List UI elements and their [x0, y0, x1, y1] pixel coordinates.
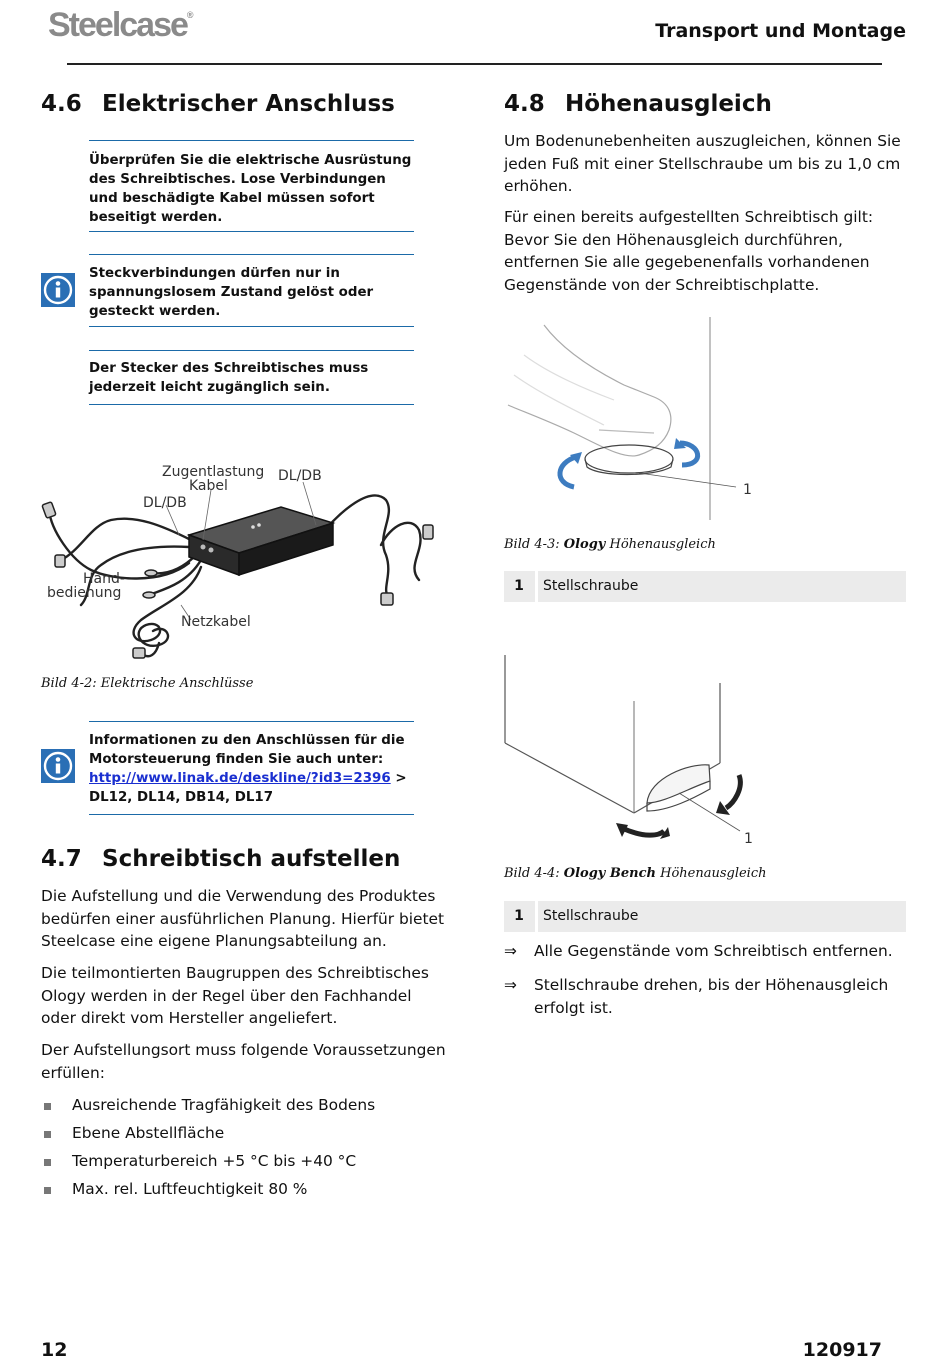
notice-plug-access: Der Stecker des Schreibtisches muss jederzeit leicht zugänglich sein. — [89, 350, 414, 405]
rotate-arrow-icon — [716, 775, 740, 815]
heading-4-6-title: Elektrischer Anschluss — [102, 91, 395, 117]
label-zugentlastung-line2: Kabel — [189, 478, 228, 494]
notice-connection-info — [89, 721, 414, 815]
caption-figure-4-3: Bild 4-3: Ology Höhenausgleich — [504, 537, 716, 552]
legend-separator — [535, 571, 538, 602]
rotate-arrow-icon — [674, 438, 698, 465]
requirements-list — [41, 1093, 375, 1205]
list-item: Temperaturbereich +5 °C bis +40 °C — [41, 1149, 375, 1177]
caption-figure-4-2: Bild 4-2: Elektrische Anschlüsse — [41, 676, 254, 691]
legend-separator — [535, 901, 538, 932]
figure-ology-bench-leveling — [504, 653, 764, 858]
label-handbedienung-line2: bedienung — [47, 585, 122, 601]
bullet-square-icon — [44, 1159, 51, 1166]
heading-4-8-number: 4.8 — [504, 91, 545, 117]
fig4-callout-1: 1 — [744, 831, 753, 847]
fig3-callout-1: 1 — [743, 482, 752, 498]
heading-4-6-number: 4.6 — [41, 91, 82, 117]
para-height-adjust-prep: Für einen bereits aufgestellten Schreibtisch gilt: Bevor Sie den Höhenausgleich durchführen, entfernen Sie alle gegebenenfalls vorhandenen Gegenstände von der Schreibtischplatte. — [504, 208, 874, 294]
notice-connection-models: DL12, DL14, DB14, DL17 — [89, 790, 274, 805]
label-handbedienung-line1: Hand- — [83, 571, 125, 587]
bullet-square-icon — [44, 1103, 51, 1110]
para-assembly-delivery: Die teilmontierten Baugruppen des Schreibtisches Ology werden in der Regel über den Fachhandel oder direkt vom Hersteller angeliefert. — [41, 964, 429, 1027]
legend-text: Stellschraube — [543, 908, 639, 924]
heading-4-6 — [41, 91, 395, 117]
list-item: Ausreichende Tragfähigkeit des Bodens — [41, 1093, 375, 1121]
notice-electrical-check: Überprüfen Sie die elektrische Ausrüstung des Schreibtisches. Lose Verbindungen und beschädigte Kabel müssen sofort beseitigt werden. — [89, 140, 414, 232]
label-dldb-right: DL/DB — [278, 468, 322, 484]
legend-number: 1 — [514, 908, 524, 924]
step-text: Stellschraube drehen, bis der Höhenausgleich erfolgt ist. — [534, 976, 889, 1017]
bullet-square-icon — [44, 1131, 51, 1138]
para-location-requirements: Der Aufstellungsort muss folgende Voraussetzungen erfüllen: — [41, 1041, 446, 1082]
caption-figure-4-4: Bild 4-4: Ology Bench Höhenausgleich — [504, 866, 767, 881]
heading-4-7-number: 4.7 — [41, 846, 82, 872]
legend-row-figure-4-4 — [504, 901, 906, 932]
step-arrow-icon: ⇒ — [504, 942, 517, 960]
rotate-arrow-icon — [616, 823, 670, 839]
legend-text: Stellschraube — [543, 578, 639, 594]
step-text: Alle Gegenstände vom Schreibtisch entfernen. — [534, 942, 893, 960]
para-height-adjust-intro: Um Bodenunebenheiten auszugleichen, können Sie jeden Fuß mit einer Stellschraube um bis zu 1,0 cm erhöhen. — [504, 132, 901, 195]
info-icon — [41, 273, 75, 307]
header-rule — [67, 63, 882, 65]
page-number: 12 — [41, 1339, 68, 1361]
heading-4-7-title: Schreibtisch aufstellen — [102, 846, 401, 872]
label-netzkabel: Netzkabel — [181, 614, 251, 630]
list-item: Max. rel. Luftfeuchtigkeit 80 % — [41, 1177, 375, 1205]
legend-number: 1 — [514, 578, 524, 594]
para-setup-planning: Die Aufstellung und die Verwendung des Produktes bedürfen einer ausführlichen Planung. Hierfür bietet Steelcase eine eigene Planungsabteilung an. — [41, 887, 445, 950]
link-suffix: > — [390, 771, 407, 786]
notice-plug-connections: Steckverbindungen dürfen nur in spannungslosem Zustand gelöst oder gesteckt werden. — [89, 254, 414, 327]
steelcase-logo: Steelcase® — [48, 6, 194, 44]
step-arrow-icon: ⇒ — [504, 976, 517, 994]
notice-connection-info-link-line — [89, 769, 414, 788]
notice-connection-info-text: Informationen zu den Anschlüssen für die Motorsteuerung finden Sie auch unter: — [89, 733, 405, 767]
bullet-square-icon — [44, 1187, 51, 1194]
page-header-title: Transport und Montage — [655, 20, 906, 42]
list-item: Ebene Abstellfläche — [41, 1121, 375, 1149]
info-icon — [41, 749, 75, 783]
heading-4-8-title: Höhenausgleich — [565, 91, 772, 117]
heading-4-7 — [41, 846, 400, 872]
figure-electrical-connections — [41, 455, 436, 665]
label-dldb-left: DL/DB — [143, 495, 187, 511]
rotate-arrow-icon — [560, 452, 582, 487]
label-zugentlastung-line1: Zugentlastung — [162, 464, 265, 480]
heading-4-8 — [504, 91, 772, 117]
document-code: 120917 — [802, 1339, 882, 1361]
figure-ology-leveling — [504, 315, 764, 525]
legend-row-figure-4-3 — [504, 571, 906, 602]
linak-link[interactable]: http://www.linak.de/deskline/?id3=2396 — [89, 771, 391, 786]
